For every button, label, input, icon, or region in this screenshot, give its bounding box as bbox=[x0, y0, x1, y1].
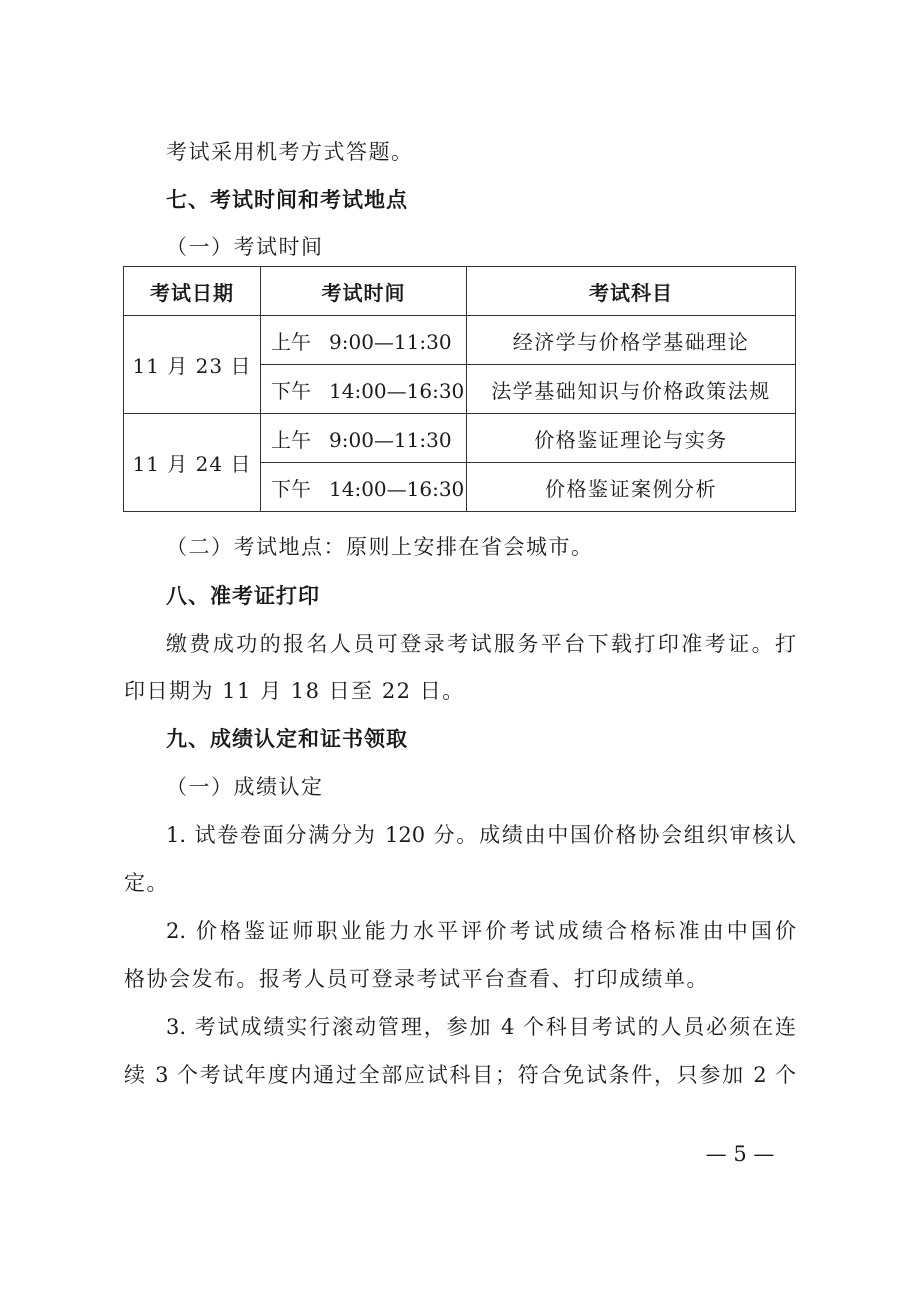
time-range: 14:00—16:30 bbox=[329, 378, 465, 403]
time-range: 9:00—11:30 bbox=[329, 329, 452, 354]
section-8-heading: 八、准考证打印 bbox=[166, 584, 320, 608]
subject-cell: 法学基础知识与价格政策法规 bbox=[467, 365, 796, 414]
page-number: — 5 — bbox=[705, 1142, 775, 1166]
section-9-heading: 九、成绩认定和证书领取 bbox=[166, 727, 408, 751]
paragraph-8-line-2: 印日期为 11 月 18 日至 22 日。 bbox=[124, 679, 465, 703]
paragraph-9-2-line-1: 2. 价格鉴证师职业能力水平评价考试成绩合格标准由中国价 bbox=[166, 919, 796, 943]
time-cell bbox=[261, 463, 467, 512]
paragraph-8-line-1: 缴费成功的报名人员可登录考试服务平台下载打印准考证。打 bbox=[166, 632, 796, 656]
exam-schedule-table bbox=[123, 266, 796, 512]
date-cell: 11 月 23 日 bbox=[124, 316, 261, 414]
paragraph-9-1-line-1: 1. 试卷卷面分满分为 120 分。成绩由中国价格协会组织审核认 bbox=[166, 823, 796, 847]
subsection-9-1-heading: （一）成绩认定 bbox=[166, 775, 324, 799]
paragraph-9-2-line-2: 格协会发布。报考人员可登录考试平台查看、打印成绩单。 bbox=[124, 967, 709, 991]
subject-cell: 价格鉴证案例分析 bbox=[467, 463, 796, 512]
subsection-7-2-text: （二）考试地点：原则上安排在省会城市。 bbox=[166, 535, 594, 559]
header-exam-date: 考试日期 bbox=[124, 267, 261, 316]
paragraph-9-3-line-1: 3. 考试成绩实行滚动管理，参加 4 个科目考试的人员必须在连 bbox=[166, 1015, 796, 1039]
time-cell bbox=[261, 365, 467, 414]
time-range: 14:00—16:30 bbox=[329, 476, 465, 501]
subsection-7-1-heading: （一）考试时间 bbox=[166, 235, 324, 259]
header-exam-time: 考试时间 bbox=[261, 267, 467, 316]
time-cell bbox=[261, 414, 467, 463]
subject-cell: 价格鉴证理论与实务 bbox=[467, 414, 796, 463]
half-day-label: 下午 bbox=[271, 378, 311, 403]
exam-method-text: 考试采用机考方式答题。 bbox=[166, 140, 414, 164]
paragraph-9-3-line-2: 续 3 个考试年度内通过全部应试科目；符合免试条件，只参加 2 个 bbox=[124, 1063, 796, 1087]
date-cell: 11 月 24 日 bbox=[124, 414, 261, 512]
section-7-heading: 七、考试时间和考试地点 bbox=[166, 188, 408, 212]
paragraph-9-1-line-2: 定。 bbox=[124, 871, 169, 895]
table-header-row bbox=[124, 267, 796, 316]
table-row bbox=[124, 316, 796, 365]
header-exam-subject: 考试科目 bbox=[467, 267, 796, 316]
time-cell bbox=[261, 316, 467, 365]
time-range: 9:00—11:30 bbox=[329, 427, 452, 452]
half-day-label: 上午 bbox=[271, 427, 311, 452]
subject-cell: 经济学与价格学基础理论 bbox=[467, 316, 796, 365]
table-row bbox=[124, 414, 796, 463]
half-day-label: 上午 bbox=[271, 329, 311, 354]
half-day-label: 下午 bbox=[271, 476, 311, 501]
